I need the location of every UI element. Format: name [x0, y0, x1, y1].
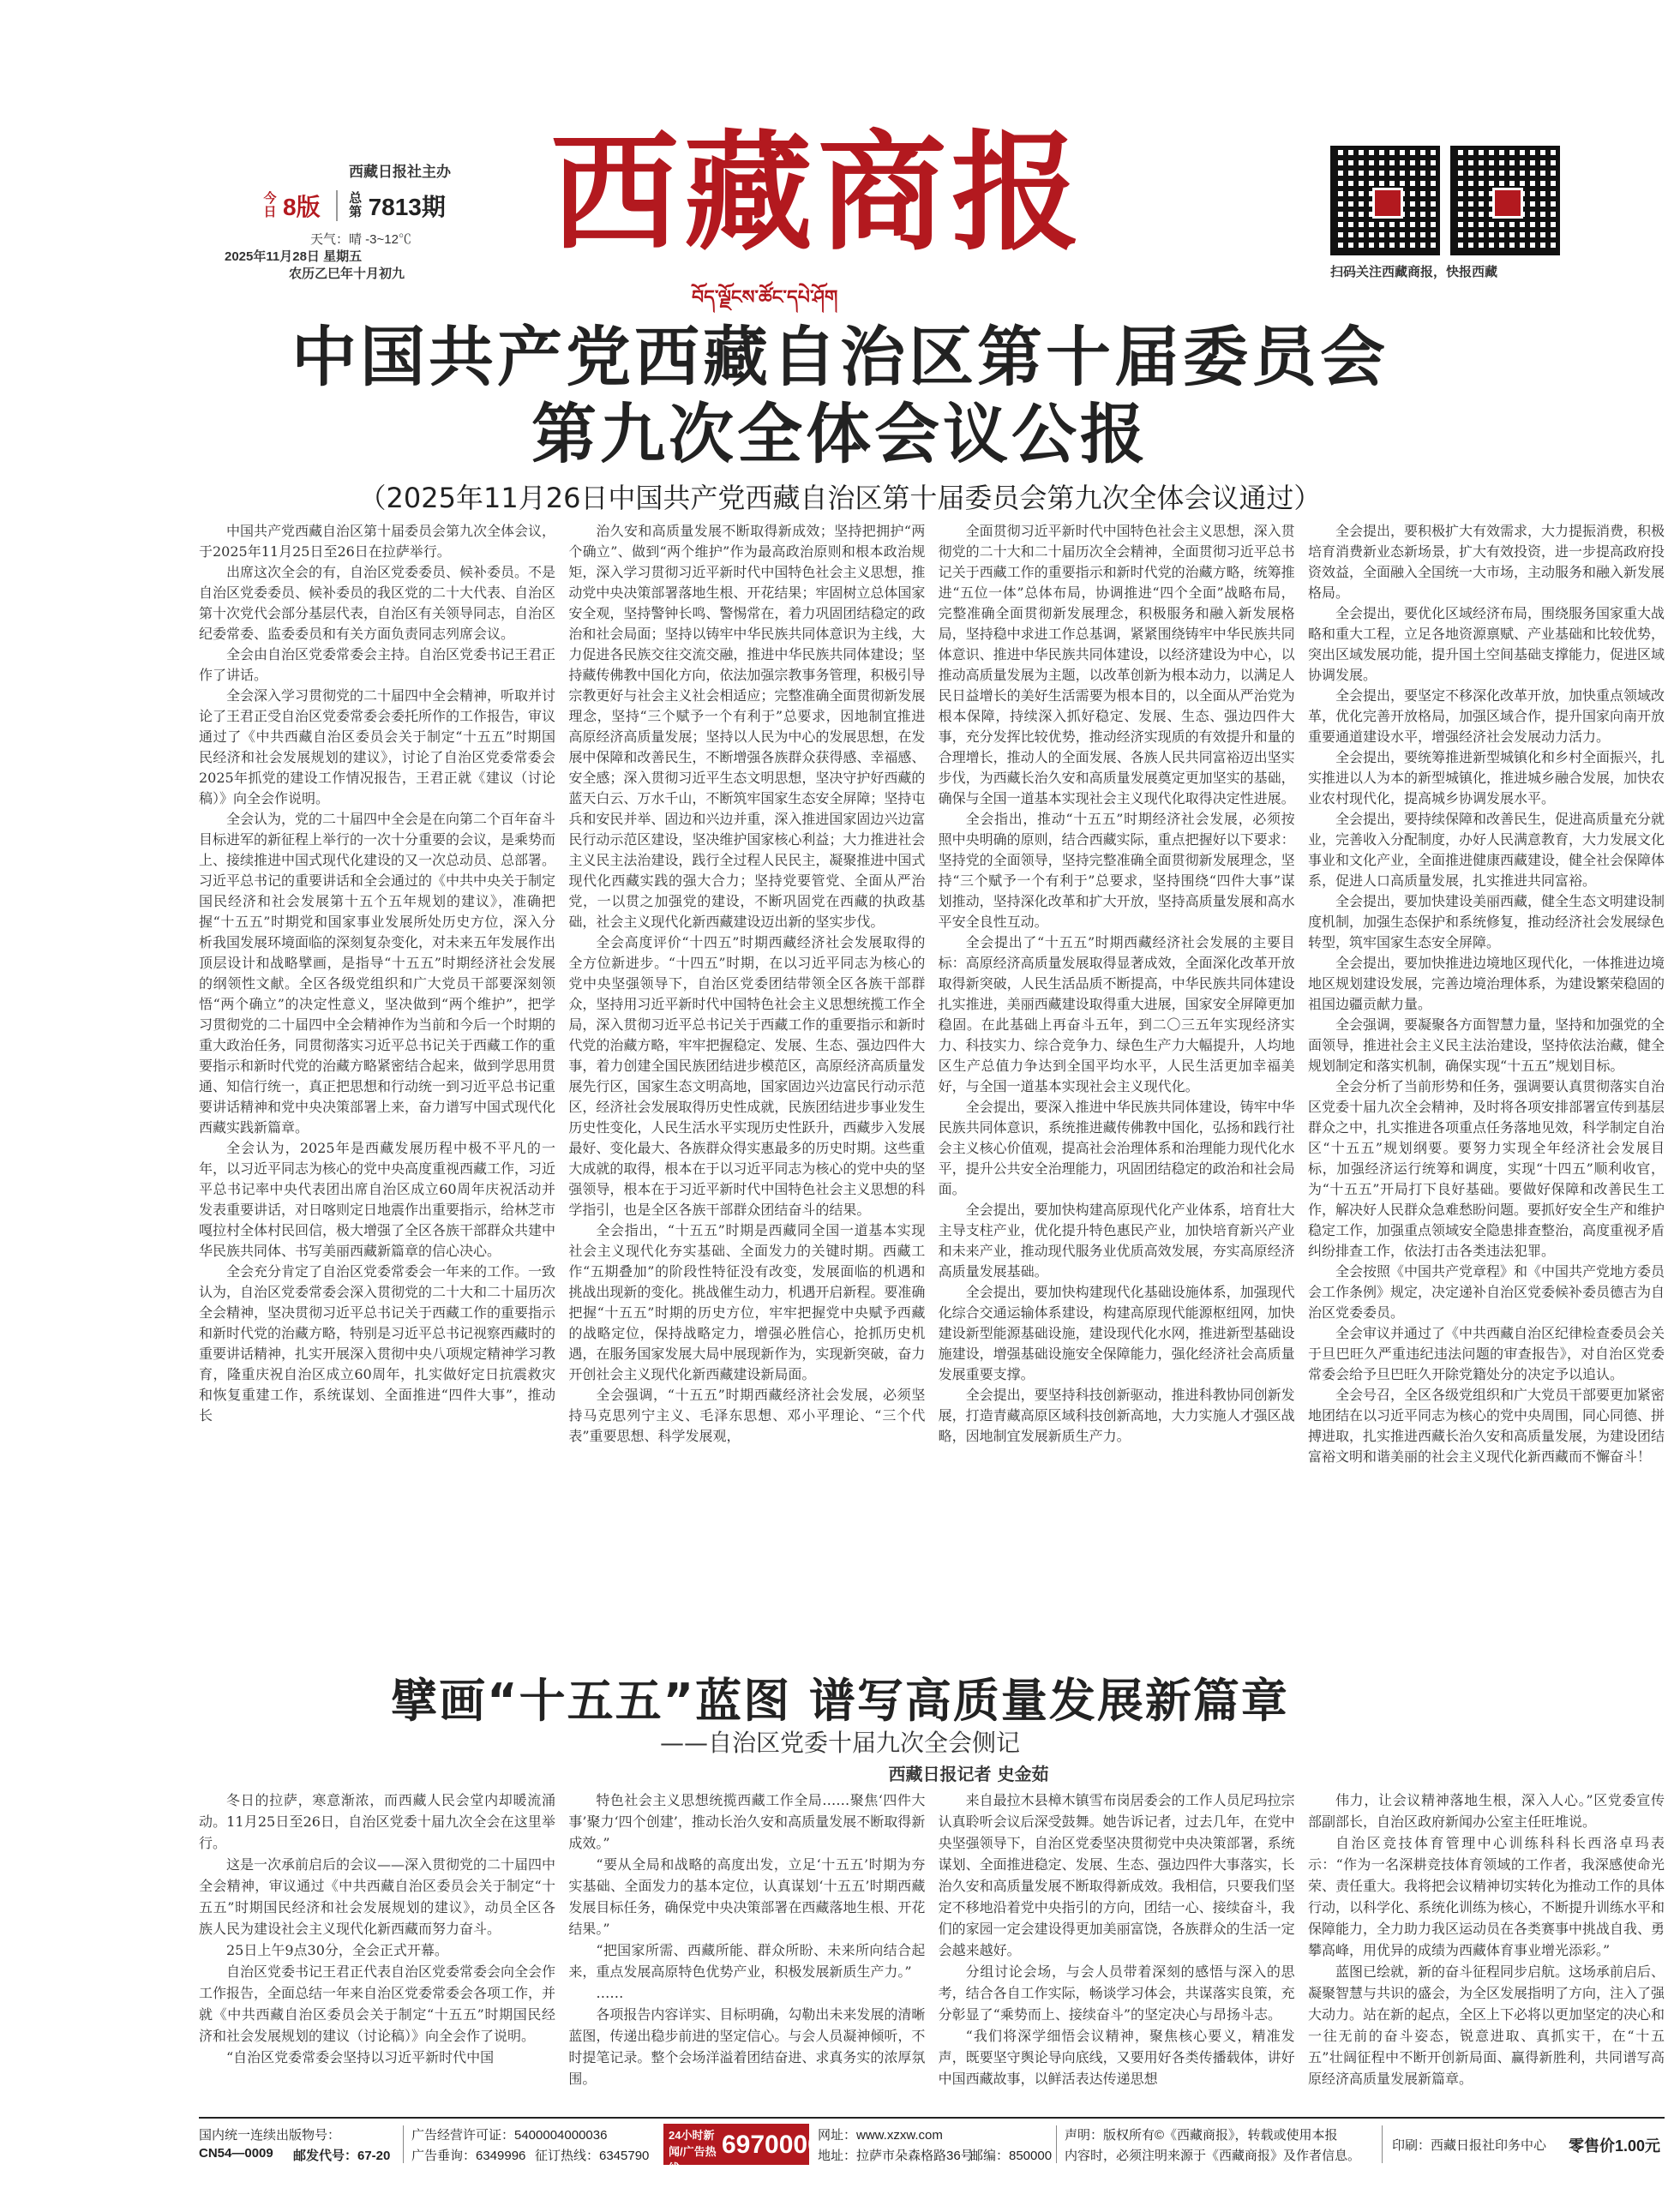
newspaper-logo[interactable] [550, 117, 1167, 268]
paragraph: 分组讨论会场，与会人员带着深刻的感悟与深入的思考，结合各自工作实际，畅谈学习体会，共谋落实良策，充分彰显了“乘势而上、接续奋斗”的坚定决心与昂扬斗志。 [938, 1963, 1295, 2023]
article-column [1308, 521, 1665, 1657]
masthead [199, 117, 1665, 309]
copyright-line-1: 声明：版权所有©《西藏商报》，转载或使用本报 [1065, 2128, 1338, 2143]
paragraph: 全会深入学习贯彻党的二十届四中全会精神，听取并讨论了王君正受自治区党委常委会委托所作的工作报告，审议通过了《中共西藏自治区委员会关于制定“十五五”时期国民经济和社会发展规划的建议》，讨论了自治区党委常委会2025年抓党的建设工作情况报告，王君正就《建议（讨论稿）》向全会作说明。 [199, 687, 555, 806]
page-count: 8版 [283, 194, 321, 220]
lunar-date: 农历乙巳年十月初九 [289, 267, 405, 281]
paragraph: 伟力，让会议精神落地生根，深入人心。”区党委宣传部副部长，自治区政府新闻办公室主任旺堆说。 [1307, 1792, 1665, 1830]
headline-line-1: 中国共产党西藏自治区第十届委员会 [291, 319, 1389, 395]
postcode: 邮编：850000 [970, 2149, 1053, 2163]
qr-code-icon[interactable] [1450, 146, 1560, 255]
website[interactable]: 网址：www.xzxw.com [818, 2128, 943, 2143]
paragraph: 全会审议并通过了《中共西藏自治区纪律检查委员会关于旦巴旺久严重违纪违法问题的审查报告》，对自治区党委常委会给予旦巴旺久开除党籍处分的决定予以追认。 [1307, 1325, 1665, 1382]
hotline-box [663, 2124, 822, 2174]
feature-byline: 西藏日报记者 史金茹 [888, 1764, 1049, 1784]
logo-tibetan: བོད་ལྗོངས་ཚོང་དཔེ་ཤོག [692, 287, 838, 309]
paragraph: “自治区党委常委会坚持以习近平新时代中国 [226, 2049, 495, 2065]
paragraph: “我们将深学细悟会议精神，聚焦核心要义，精准发声，既要坚守舆论导向底线，又要用好各类传播载体，讲好中国西藏故事，以鲜活表达传递思想 [938, 2028, 1295, 2087]
paragraph: 全会认为，2025年是西藏发展历程中极不平凡的一年，以习近平同志为核心的党中央高度重视西藏工作，习近平总书记率中央代表团出席自治区成立60周年庆祝活动并发表重要讲话，对日喀则定日地震作出重要指示，给林芝市嘎拉村全体村民回信，极大增强了全区各族干部群众共建中华民族共同体、书写美丽西藏新篇章的信心决心。 [199, 1140, 555, 1259]
headline-line-2: 第九次全体会议公报 [531, 396, 1149, 472]
paragraph: 全面贯彻习近平新时代中国特色社会主义思想，深入贯彻党的二十大和二十届历次全会精神，全面贯彻习近平总书记关于西藏工作的重要指示和新时代党的治藏方略，统筹推进“五位一体”总体布局，协调推进“四个全面”战略布局，完整准确全面贯彻新发展理念，积极服务和融入新发展格局，坚持稳中求进工作总基调，紧紧围绕铸牢中华民族共同体意识、推进中华民族共同体建设，以经济建设为中心，以推动高质量发展为主题，以改革创新为根本动力，以满足人民日益增长的美好生活需要为根本目的，以全面从严治党为根本保障，持续深入抓好稳定、发展、生态、强边四件大事，充分发挥比较优势，推动经济实现质的有效提升和量的合理增长，推动人的全面发展、各族人民共同富裕迈出坚实步伐，为西藏长治久安和高质量发展奠定更加坚实的基础，确保与全国一道基本实现社会主义现代化取得决定性进展。 [938, 523, 1295, 806]
paragraph: 全会由自治区党委常委会主持。自治区党委书记王君正作了讲话。 [199, 646, 555, 683]
feature-subtitle: ——自治区党委十届九次全会侧记 [659, 1729, 1020, 1757]
today-label: 今日 [263, 191, 277, 219]
price: 零售价1.00元 [1569, 2137, 1661, 2155]
paragraph: 全会提出，要持续保障和改善民生，促进高质量充分就业，完善收入分配制度，办好人民满意教育，大力发展文化事业和文化产业，全面推进健康西藏建设，健全社会保障体系，促进人口高质量发展，扎实推进共同富裕。 [1307, 811, 1665, 889]
paragraph: 全会提出，要坚定不移深化改革开放，加快重点领域改革，优化完善开放格局，加强区域合作，提升国家向南开放重要通道建设水平，增强经济社会发展动力活力。 [1307, 687, 1665, 745]
footer-divider [1056, 2125, 1057, 2163]
edition-divider [336, 190, 338, 221]
edition-block [262, 189, 446, 223]
paragraph: 这是一次承前启后的会议——深入贯彻党的二十届四中全会精神，审议通过《中共西藏自治区委员会关于制定“十五五”时期国民经济和社会发展规划的建议》，动员全区各族人民为建设社会主义现代化新西藏而努力奋斗。 [199, 1856, 555, 1937]
issue-number: 7813期 [368, 194, 446, 220]
qr-code-icon[interactable] [1330, 146, 1440, 255]
paragraph: …… [596, 1985, 624, 2001]
qr-caption: 扫码关注西藏商报，快报西藏 [1330, 265, 1498, 279]
paragraph: 来自最拉木县樟木镇雪布岗居委会的工作人员尼玛拉宗认真聆听会议后深受鼓舞。她告诉记者，过去几年，在党中央坚强领导下，自治区党委坚决贯彻党中央决策部署，系统谋划、全面推进稳定、发展、生态、强边四件大事落实，长治久安和高质量发展不断取得新成效。我相信，只要我们坚定不移地沿着党中央指引的方向，团结一心、接续奋斗，我们的家园一定会建设得更加美丽富饶，各族群众的生活一定会越来越好。 [938, 1792, 1295, 1958]
hotline-number[interactable]: 6970000 [722, 2131, 822, 2159]
paragraph: 特色社会主义思想统揽西藏工作全局……聚焦‘四件大事’聚力‘四个创建’，推动长治久安和高质量发展不断取得新成效。” [568, 1792, 926, 1851]
cn-label: 国内统一连续出版物号： [199, 2128, 341, 2143]
footer-divider [403, 2125, 404, 2163]
subscription-phone: 征订热线：6345790 [535, 2149, 650, 2163]
paragraph: 全会充分肯定了自治区党委常委会一年来的工作。一致认为，自治区党委常委会深入贯彻党的二十大和二十届历次全会精神，坚决贯彻习近平总书记关于西藏工作的重要指示和新时代党的治藏方略，特别是习近平总书记视察西藏时的重要讲话精神，扎实开展深入贯彻中央八项规定精神学习教育，隆重庆祝自治区成立60周年，扎实做好定日抗震救灾和恢复重建工作，系统谋划、全面推进“四件大事”，推动长 [199, 1263, 555, 1424]
paragraph: 全会分析了当前形势和任务，强调要认真贯彻落实自治区党委十届九次全会精神，及时将各项安排部署宣传到基层群众之中，扎实推进各项重点任务落地见效，科学制定自治区“十五五”规划纲要。要努力实现全年经济社会发展目标，加强经济运行统筹和调度，实现“十四五”顺利收官，为“十五五”开局打下良好基础。要做好保障和改善民生工作，解决好人民群众急难愁盼问题。要抓好安全生产和维护稳定工作，加强重点领域安全隐患排查整治，高度重视矛盾纠纷排查工作，依法打击各类违法犯罪。 [1307, 1078, 1665, 1259]
paragraph: 全会提出，要加快构建现代化基础设施体系，加强现代化综合交通运输体系建设，构建高原现代能源枢纽网，加快建设新型能源基础设施，建设现代化水网，推进新型基础设施建设，增强基础设施安全保障能力，强化经济社会高质量发展重要支撑。 [938, 1284, 1295, 1382]
paragraph: 出席这次全会的有，自治区党委委员、候补委员。不是自治区党委委员、候补委员的我区党的二十大代表、自治区第十次党代会部分基层代表，自治区有关领导同志，自治区纪委常委、监委委员和有关方面负责同志列席会议。 [199, 564, 555, 642]
paragraph: 25日上午9点30分，全会正式开幕。 [226, 1942, 448, 1958]
qr-codes [1330, 146, 1570, 283]
paragraph: 全会提出，要优化区域经济布局，围绕服务国家重大战略和重大工程，立足各地资源禀赋、产业基础和比较优势，突出区域发展功能，提升国土空间基础支撑能力，促进区域协调发展。 [1307, 605, 1665, 683]
article-column [939, 521, 1295, 1657]
article-column [199, 1789, 555, 2107]
paragraph: “要从全局和战略的高度出发，立足‘十五五’时期为夯实基础、全面发力的基本定位，认真谋划‘十五五’时期西藏发展目标任务，确保党中央决策部署在西藏落地生根、开花结果。” [568, 1856, 926, 1937]
article-column [568, 521, 925, 1657]
footer-divider [1382, 2125, 1383, 2163]
logo-text: 西藏商报 [550, 117, 1086, 268]
paragraph: 全会高度评价“十四五”时期西藏经济社会发展取得的全方位新进步。“十四五”时期，在以习近平同志为核心的党中央坚强领导下，自治区党委团结带领全区各族干部群众，坚持用习近平新时代中国特色社会主义思想统揽工作全局，深入贯彻习近平总书记关于西藏工作的重要指示和新时代党的治藏方略，牢牢把握稳定、发展、生态、强边四件大事，着力创建全国民族团结进步模范区，高原经济高质量发展先行区，国家生态文明高地，国家固边兴边富民行动示范区，经济社会发展取得历史性成就，民族团结进步事业发生历史性变化，人民生活水平实现历史性跃升，西藏步入发展最好、变化最大、各族群众得实惠最多的历史时期。这些重大成就的取得，根本在于以习近平同志为核心的党中央的坚强领导，根本在于习近平新时代中国特色社会主义思想的科学指引，也是全区各族干部群众团结奋斗的结果。 [568, 934, 926, 1218]
article-column [1308, 1789, 1665, 2107]
weather: 天气：晴 -3~12℃ [310, 232, 411, 247]
printer: 印刷：西藏日报社印务中心 [1392, 2138, 1547, 2153]
ad-phone: 广告垂询：6349996 [411, 2149, 526, 2163]
paragraph: 蓝图已绘就，新的奋斗征程同步启航。这场承前启后、凝聚智慧与共识的盛会，为全区发展指明了方向，注入了强大动力。站在新的起点，全区上下必将以更加坚定的决心和一往无前的奋斗姿态，锐意进取、真抓实干，在“十五五”壮阔征程中不断开创新局面、赢得新胜利，共同谱写高原经济高质量发展新篇章。 [1307, 1963, 1665, 2087]
paragraph: 全会指出，推动“十五五”时期经济社会发展，必须按照中央明确的原则，结合西藏实际，重点把握好以下要求：坚持党的全面领导，坚持完整准确全面贯彻新发展理念，坚持“三个赋予一个有利于”总要求，坚持围绕“四件大事”谋划推动，坚持深化改革和扩大开放，坚持高质量发展和高水平安全良性互动。 [938, 811, 1295, 930]
paragraph: 自治区党委书记王君正代表自治区党委常委会向全会作工作报告，全面总结一年来自治区党委常委会各项工作，并就《中共西藏自治区委员会关于制定“十五五”时期国民经济和社会发展规划的建议（讨论稿）》向全会作了说明。 [199, 1963, 555, 2044]
feature-body [199, 1789, 1665, 2107]
paragraph: 全会提出，要深入推进中华民族共同体建设，铸牢中华民族共同体意识，系统推进藏传佛教中国化，弘扬和践行社会主义核心价值观，提高社会治理体系和治理能力现代化水平，提升公共安全治理能力，巩固团结稳定的政治和社会局面。 [938, 1099, 1295, 1197]
headline-subtitle: （2025年11月26日中国共产党西藏自治区第十届委员会第九次全体会议通过） [358, 482, 1322, 514]
paragraph: 全会提出了“十五五”时期西藏经济社会发展的主要目标：高原经济高质量发展取得显著成效，全面深化改革开放取得新突破，人民生活品质不断提高，中华民族共同体建设扎实推进，美丽西藏建设取得重大进展，国家安全屏障更加稳固。在此基础上再奋斗五年，到二〇三五年实现经济实力、科技实力、综合竞争力、绿色生产力大幅提升，人均地区生产总值力争达到全国平均水平，人民生活更加幸福美好，与全国一道基本实现社会主义现代化。 [938, 934, 1295, 1094]
article-column [939, 1789, 1295, 2107]
publish-date: 2025年11月28日 星期五 [225, 249, 363, 264]
paragraph: 全会按照《中国共产党章程》和《中国共产党地方委员会工作条例》规定，决定递补自治区党委候补委员德吉为自治区党委委员。 [1307, 1263, 1665, 1321]
issue-label: 总第 [349, 191, 363, 219]
paragraph: “把国家所需、西藏所能、群众所盼、未来所向结合起来，重点发展高原特色优势产业，积极发展新质生产力。” [568, 1942, 926, 1980]
publisher: 西藏日报社主办 [349, 164, 451, 180]
postal-code: 邮发代号：67-20 [293, 2149, 391, 2163]
cn-number: CN54—0009 [199, 2146, 273, 2161]
paragraph: 治久安和高质量发展不断取得新成效；坚持把拥护“两个确立”、做到“两个维护”作为最高政治原则和根本政治规矩，深入学习贯彻习近平新时代中国特色社会主义思想，推动党中央决策部署落地生根、开花结果；牢固树立总体国家安全观，坚持警钟长鸣、警惕常在，着力巩固团结稳定的政治和社会局面；坚持以铸牢中华民族共同体意识为主线，大力促进各民族交往交流交融，推进中华民族共同体建设；坚持藏传佛教中国化方向，依法加强宗教事务管理，积极引导宗教更好与社会主义社会相适应；完整准确全面贯彻新发展理念，坚持“三个赋予一个有利于”总要求，因地制宜推进高原经济高质量发展；坚持以人民为中心的发展思想，在发展中保障和改善民生，不断增强各族群众获得感、幸福感、安全感；深入贯彻习近平生态文明思想，坚决守护好西藏的蓝天白云、万水千山，不断筑牢国家生态安全屏障；坚持屯兵和安民并举、固边和兴边并重，深入推进国家固边兴边富民行动示范区建设，坚决维护国家核心利益；大力推进社会主义民主法治建设，践行全过程人民民主，凝聚推进中国式现代化西藏实践的强大合力；坚持党要管党、全面从严治党，一以贯之加强党的建设，不断巩固党在西藏的执政基础，社会主义现代化新西藏建设迈出新的坚实步伐。 [568, 523, 926, 930]
paragraph: 自治区竞技体育管理中心训练科科长西洛卓玛表示：“作为一名深耕竞技体育领域的工作者，我深感使命光荣、责任重大。我将把会议精神切实转化为推动工作的具体行动，以科学化、系统化训练为核心，不断提升训练水平和保障能力，全力助力我区运动员在各类赛事中挑战自我、勇攀高峰，用优异的成绩为西藏体育事业增光添彩。” [1307, 1835, 1665, 1958]
article-column [568, 1789, 925, 2107]
copyright-line-2: 内容时，必须注明来源于《西藏商报》及作者信息。 [1065, 2149, 1361, 2163]
paragraph: 全会提出，要坚持科技创新驱动，推进科教协同创新发展，打造青藏高原区域科技创新高地，大力实施人才强区战略，因地制宜发展新质生产力。 [938, 1387, 1295, 1444]
paragraph: 全会认为，党的二十届四中全会是在向第二个百年奋斗目标进军的新征程上举行的一次十分重要的会议，是乘势而上、接续推进中国式现代化建设的又一次总动员、总部署。习近平总书记的重要讲话和全会通过的《中共中央关于制定国民经济和社会发展第十五个五年规划的建议》，准确把握“十五五”时期党和国家事业发展所处历史方位，深入分析我国发展环境面临的深刻复杂变化，对未来五年发展作出顶层设计和战略擘画，是指导“十五五”时期经济社会发展的纲领性文献。全区各级党组织和广大党员干部要深刻领悟“两个确立”的决定性意义，坚决做到“两个维护”，把学习贯彻党的二十届四中全会精神作为当前和今后一个时期的重大政治任务，同贯彻落实习近平总书记关于西藏工作的重要指示和新时代党的治藏方略紧密结合起来，做到学思用贯通、知信行统一，真正把思想和行动统一到习近平总书记重要讲话精神和党中央决策部署上来，奋力谱写中国式现代化西藏实践新篇章。 [199, 811, 555, 1136]
paragraph: 全会号召，全区各级党组织和广大党员干部要更加紧密地团结在以习近平同志为核心的党中央周围，同心同德、拼搏进取，扎实推进西藏长治久安和高质量发展，为建设团结富裕文明和谐美丽的社会主义现代化新西藏而不懈奋斗！ [1307, 1387, 1665, 1465]
article-column [199, 521, 555, 1657]
paragraph: 全会强调，“十五五”时期西藏经济社会发展，必须坚持马克思列宁主义、毛泽东思想、邓小平理论、“三个代表”重要思想、科学发展观， [568, 1387, 926, 1444]
ad-license: 广告经营许可证：5400004000036 [411, 2128, 608, 2143]
communique-body [199, 521, 1665, 1657]
paragraph: 全会提出，要加快推进边境地区现代化，一体推进边境地区规划建设发展，完善边境治理体系，为建设繁荣稳固的祖国边疆贡献力量。 [1307, 955, 1665, 1012]
headline [0, 319, 1680, 516]
feature-title: 擘画“十五五”蓝图 谱写高质量发展新篇章 [391, 1674, 1289, 1728]
paragraph: 全会指出，“十五五”时期是西藏同全国一道基本实现社会主义现代化夯实基础、全面发力的关键时期。西藏工作“五期叠加”的阶段性特征没有改变，发展面临的机遇和挑战出现新的变化。挑战催生动力，机遇开启新程。要准确把握“十五五”时期的历史方位，牢牢把握党中央赋予西藏的战略定位，保持战略定力，增强必胜信心，抢抓历史机遇，在服务国家发展大局中展现新作为，实现新突破，奋力开创社会主义现代化新西藏建设新局面。 [568, 1222, 926, 1382]
footer [199, 2117, 1665, 2174]
paragraph: 全会提出，要积极扩大有效需求，大力提振消费，积极培育消费新业态新场景，扩大有效投资，进一步提高政府投资效益，全面融入全国统一大市场，主动服务和融入新发展格局。 [1307, 523, 1665, 601]
hotline-label: 24小时新闻/广告热线： [669, 2129, 717, 2174]
paragraph: 全会提出，要加快构建高原现代化产业体系，培育壮大主导支柱产业，优化提升特色惠民产业，加快培育新兴产业和未来产业，推动现代服务业优质高效发展，夯实高原经济高质量发展基础。 [938, 1202, 1295, 1280]
paragraph: 全会强调，要凝聚各方面智慧力量，坚持和加强党的全面领导，推进社会主义民主法治建设，坚持依法治藏，健全规划制定和落实机制，确保实现“十五五”规划目标。 [1307, 1016, 1665, 1074]
address: 地址：拉萨市朵森格路36号 [818, 2149, 974, 2163]
edition-info [199, 154, 533, 281]
paragraph: 全会提出，要加快建设美丽西藏，健全生态文明建设制度机制，加强生态保护和系统修复，推动经济社会发展绿色转型，筑牢国家生态安全屏障。 [1307, 893, 1665, 950]
paragraph: 各项报告内容详实、目标明确，勾勒出未来发展的清晰蓝图，传递出稳步前进的坚定信心。与会人员凝神倾听，不时提笔记录。整个会场洋溢着团结奋进、求真务实的浓厚氛围。 [568, 2006, 926, 2087]
paragraph: 全会提出，要统筹推进新型城镇化和乡村全面振兴，扎实推进以人为本的新型城镇化，推进城乡融合发展，加快农业农村现代化，提高城乡协调发展水平。 [1307, 749, 1665, 806]
paragraph: 冬日的拉萨，寒意渐浓，而西藏人民会堂内却暖流涌动。11月25日至26日，自治区党委十届九次全会在这里举行。 [199, 1792, 555, 1851]
paragraph: 中国共产党西藏自治区第十届委员会第九次全体会议，于2025年11月25日至26日在拉萨举行。 [199, 523, 555, 560]
